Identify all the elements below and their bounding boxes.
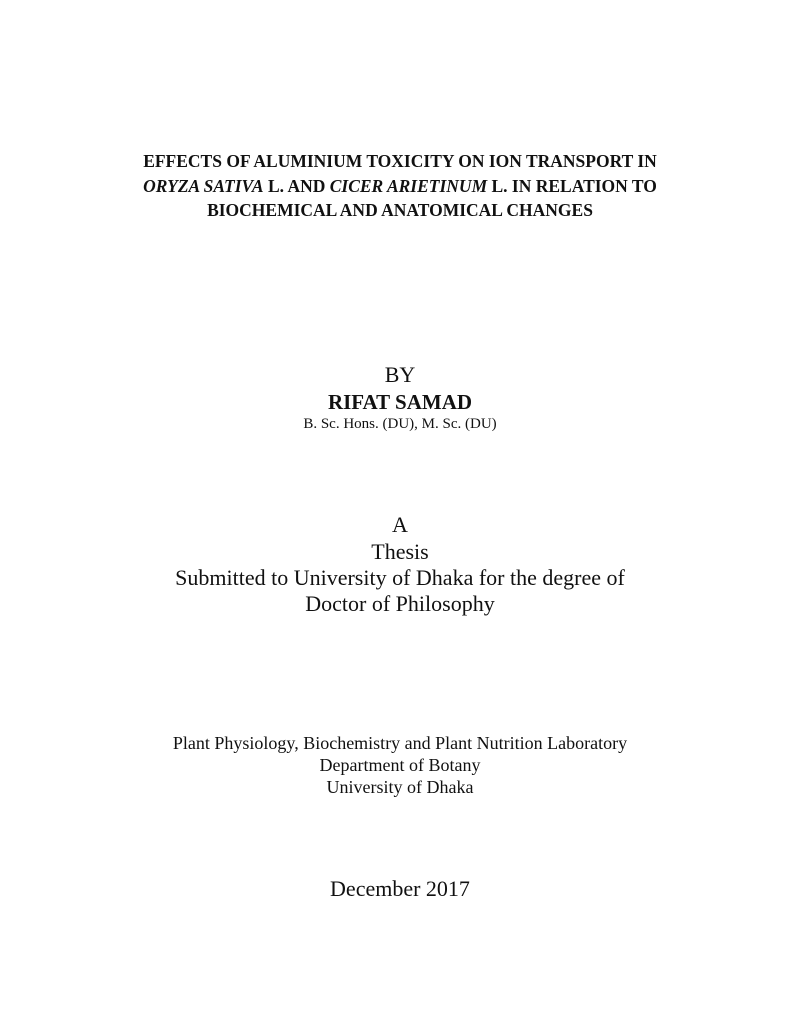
title-line-2-end: L. IN RELATION TO: [487, 175, 657, 196]
department-name: Department of Botany: [319, 755, 481, 775]
university-name: University of Dhaka: [326, 777, 474, 797]
submission-statement: Submitted to University of Dhaka for the degree of: [175, 565, 625, 590]
thesis-title: [60, 149, 740, 223]
submission-date: December 2017: [330, 876, 470, 901]
laboratory-name: Plant Physiology, Biochemistry and Plant Nutrition Laboratory: [172, 733, 628, 753]
title-line-2: [60, 174, 740, 199]
thesis-label: Thesis: [371, 539, 429, 564]
by-label: BY: [384, 362, 416, 387]
author-name: RIFAT SAMAD: [327, 390, 473, 414]
species-cicer-arietinum: CICER ARIETINUM: [329, 175, 488, 196]
degree-name: Doctor of Philosophy: [305, 591, 495, 616]
title-line-2-mid: L. AND: [263, 175, 330, 196]
author-degrees: B. Sc. Hons. (DU), M. Sc. (DU): [303, 416, 497, 432]
title-line-1: EFFECTS OF ALUMINIUM TOXICITY ON ION TRANSPORT IN: [143, 151, 657, 171]
title-line-3: BIOCHEMICAL AND ANATOMICAL CHANGES: [207, 200, 593, 220]
species-oryza-sativa: ORYZA SATIVA: [143, 175, 264, 196]
thesis-article: A: [392, 512, 408, 537]
